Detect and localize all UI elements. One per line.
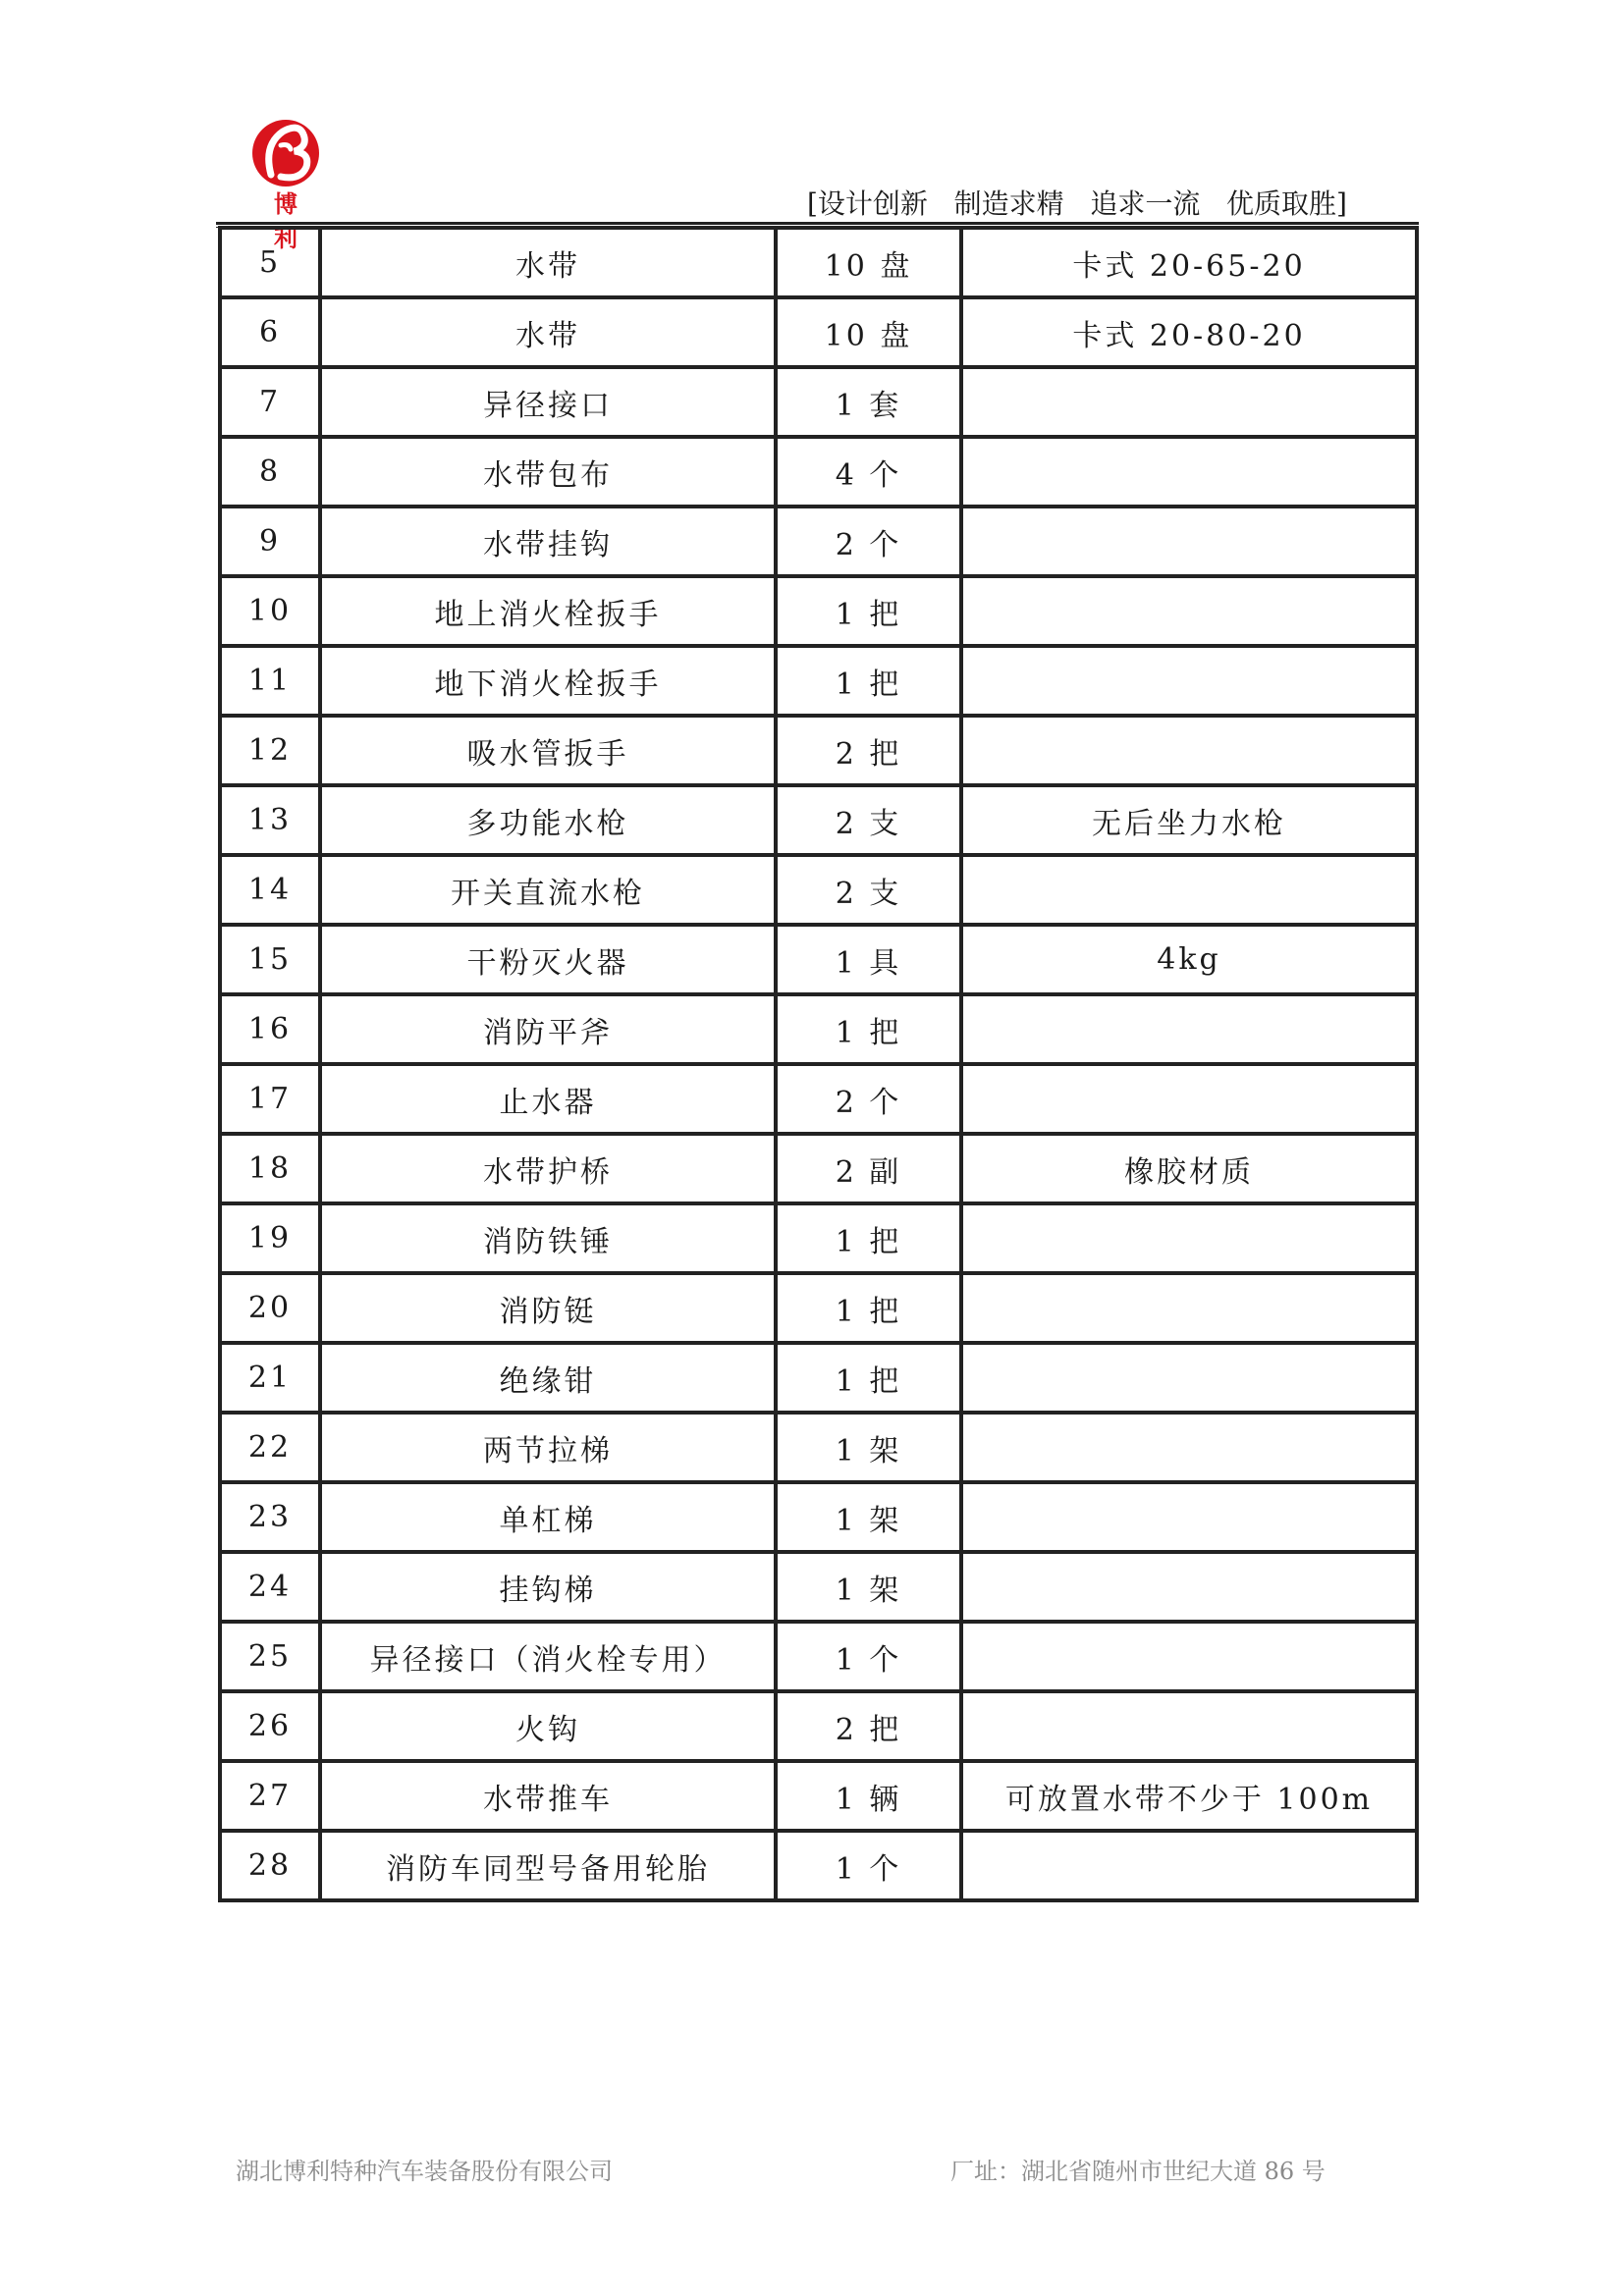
item-name: 消防平斧	[320, 994, 776, 1064]
equipment-table-body	[220, 228, 1417, 1900]
item-note: 卡式 20-80-20	[961, 297, 1417, 367]
item-quantity: 1 把	[776, 1203, 961, 1273]
row-number: 7	[220, 367, 320, 437]
table-row	[220, 994, 1417, 1064]
table-row	[220, 367, 1417, 437]
row-number: 10	[220, 576, 320, 646]
item-name: 水带推车	[320, 1761, 776, 1831]
item-quantity: 1 辆	[776, 1761, 961, 1831]
table-row	[220, 1482, 1417, 1552]
table-row	[220, 1831, 1417, 1900]
row-number: 24	[220, 1552, 320, 1622]
item-name: 吸水管扳手	[320, 716, 776, 785]
item-name: 挂钩梯	[320, 1552, 776, 1622]
item-note	[961, 994, 1417, 1064]
table-row	[220, 1064, 1417, 1134]
item-name: 多功能水枪	[320, 785, 776, 855]
item-quantity: 4 个	[776, 437, 961, 507]
item-note	[961, 716, 1417, 785]
item-name: 火钩	[320, 1691, 776, 1761]
item-note	[961, 367, 1417, 437]
item-quantity: 1 个	[776, 1622, 961, 1691]
row-number: 18	[220, 1134, 320, 1203]
item-quantity: 1 把	[776, 1343, 961, 1413]
table-row	[220, 1691, 1417, 1761]
item-quantity: 10 盘	[776, 297, 961, 367]
row-number: 25	[220, 1622, 320, 1691]
item-name: 水带	[320, 228, 776, 297]
item-note	[961, 507, 1417, 576]
item-quantity: 1 把	[776, 576, 961, 646]
row-number: 22	[220, 1413, 320, 1482]
item-quantity: 1 把	[776, 994, 961, 1064]
row-number: 9	[220, 507, 320, 576]
item-name: 消防铁锤	[320, 1203, 776, 1273]
item-quantity: 1 具	[776, 925, 961, 994]
table-row	[220, 925, 1417, 994]
item-name: 地上消火栓扳手	[320, 576, 776, 646]
item-quantity: 1 架	[776, 1482, 961, 1552]
row-number: 19	[220, 1203, 320, 1273]
item-note	[961, 1622, 1417, 1691]
item-name: 异径接口	[320, 367, 776, 437]
item-note	[961, 1482, 1417, 1552]
row-number: 17	[220, 1064, 320, 1134]
table-row	[220, 1203, 1417, 1273]
row-number: 14	[220, 855, 320, 925]
row-number: 12	[220, 716, 320, 785]
item-quantity: 1 架	[776, 1413, 961, 1482]
row-number: 5	[220, 228, 320, 297]
table-row	[220, 716, 1417, 785]
table-row	[220, 437, 1417, 507]
table-row	[220, 1622, 1417, 1691]
item-name: 绝缘钳	[320, 1343, 776, 1413]
item-quantity: 1 把	[776, 646, 961, 716]
item-quantity: 2 把	[776, 1691, 961, 1761]
item-quantity: 2 支	[776, 855, 961, 925]
item-note	[961, 1064, 1417, 1134]
item-name: 水带包布	[320, 437, 776, 507]
row-number: 11	[220, 646, 320, 716]
item-note	[961, 437, 1417, 507]
table-row	[220, 1413, 1417, 1482]
item-note	[961, 1691, 1417, 1761]
footer-address: 厂址：湖北省随州市世纪大道 86 号	[950, 2158, 1326, 2185]
item-note	[961, 1831, 1417, 1900]
row-number: 23	[220, 1482, 320, 1552]
item-name: 消防车同型号备用轮胎	[320, 1831, 776, 1900]
item-name: 开关直流水枪	[320, 855, 776, 925]
item-quantity: 2 个	[776, 1064, 961, 1134]
row-number: 27	[220, 1761, 320, 1831]
item-quantity: 10 盘	[776, 228, 961, 297]
table-row	[220, 1134, 1417, 1203]
header-slogan: [设计创新 制造求精 追求一流 优质取胜]	[807, 187, 1347, 220]
item-note	[961, 576, 1417, 646]
row-number: 6	[220, 297, 320, 367]
row-number: 20	[220, 1273, 320, 1343]
item-name: 单杠梯	[320, 1482, 776, 1552]
item-quantity: 2 个	[776, 507, 961, 576]
table-row	[220, 1761, 1417, 1831]
table-row	[220, 1273, 1417, 1343]
item-note	[961, 1273, 1417, 1343]
table-row	[220, 507, 1417, 576]
table-row	[220, 297, 1417, 367]
footer-company: 湖北博利特种汽车装备股份有限公司	[236, 2158, 613, 2185]
item-name: 消防铤	[320, 1273, 776, 1343]
table-row	[220, 785, 1417, 855]
item-quantity: 1 架	[776, 1552, 961, 1622]
item-name: 地下消火栓扳手	[320, 646, 776, 716]
row-number: 15	[220, 925, 320, 994]
table-row	[220, 228, 1417, 297]
item-note	[961, 646, 1417, 716]
table-row	[220, 855, 1417, 925]
item-quantity: 1 套	[776, 367, 961, 437]
item-quantity: 2 把	[776, 716, 961, 785]
item-note	[961, 1343, 1417, 1413]
item-name: 水带	[320, 297, 776, 367]
item-name: 水带护桥	[320, 1134, 776, 1203]
item-note: 卡式 20-65-20	[961, 228, 1417, 297]
equipment-table	[218, 226, 1419, 1902]
item-quantity: 2 副	[776, 1134, 961, 1203]
table-row	[220, 576, 1417, 646]
row-number: 13	[220, 785, 320, 855]
item-note	[961, 1552, 1417, 1622]
item-note: 4kg	[961, 925, 1417, 994]
row-number: 26	[220, 1691, 320, 1761]
row-number: 8	[220, 437, 320, 507]
item-name: 两节拉梯	[320, 1413, 776, 1482]
item-note: 无后坐力水枪	[961, 785, 1417, 855]
item-name: 异径接口（消火栓专用）	[320, 1622, 776, 1691]
row-number: 28	[220, 1831, 320, 1900]
item-note: 可放置水带不少于 100m	[961, 1761, 1417, 1831]
item-note	[961, 1203, 1417, 1273]
item-quantity: 1 把	[776, 1273, 961, 1343]
header-rule	[216, 222, 1419, 225]
item-name: 水带挂钩	[320, 507, 776, 576]
table-row	[220, 1343, 1417, 1413]
table-row	[220, 646, 1417, 716]
item-quantity: 2 支	[776, 785, 961, 855]
item-note	[961, 1413, 1417, 1482]
item-name: 干粉灭火器	[320, 925, 776, 994]
row-number: 21	[220, 1343, 320, 1413]
item-name: 止水器	[320, 1064, 776, 1134]
item-quantity: 1 个	[776, 1831, 961, 1900]
table-row	[220, 1552, 1417, 1622]
row-number: 16	[220, 994, 320, 1064]
item-note	[961, 855, 1417, 925]
logo-text: 博 利	[274, 190, 307, 252]
item-note: 橡胶材质	[961, 1134, 1417, 1203]
